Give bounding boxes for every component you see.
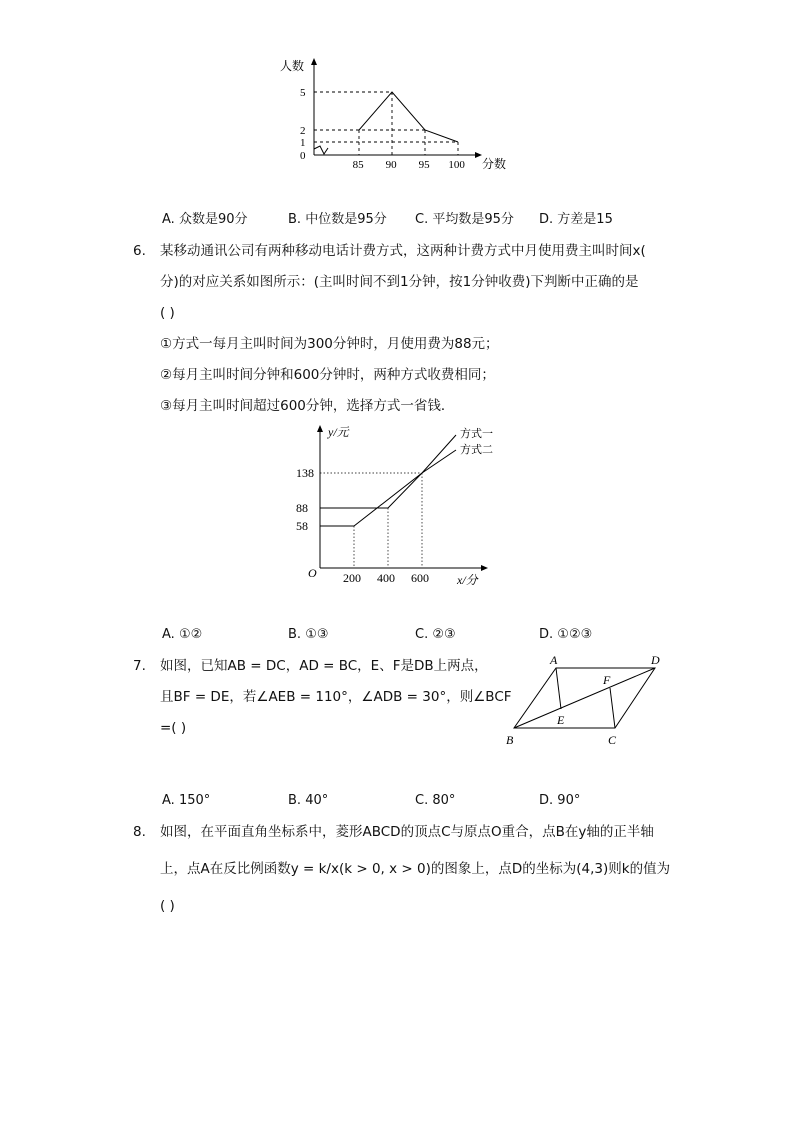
point-label-a: A	[550, 653, 558, 667]
q6-statement-3: ③每月主叫时间超过600分钟，选择方式一省钱．	[160, 398, 455, 414]
parallelogram-figure	[500, 652, 675, 752]
billing-chart	[290, 420, 520, 595]
x-tick-label: 90	[385, 159, 397, 171]
point-label-f: F	[603, 673, 611, 687]
x-tick-label: 200	[343, 571, 361, 585]
q6-line2: 分)的对应关系如图所示：(主叫时间不到1分钟，按1分钟收费)下判断中正确的是	[160, 274, 639, 290]
point-label-e: E	[557, 713, 565, 727]
q7-number: 7.	[133, 658, 146, 674]
y-axis-arrow	[317, 425, 323, 432]
q6-statement-1: ①方式一每月主叫时间为300分钟时，月使用费为88元；	[160, 336, 499, 352]
x-axis-arrow	[475, 152, 482, 158]
q5-option-a[interactable]: A. 众数是90分	[162, 212, 248, 227]
q5-option-c[interactable]: C. 平均数是95分	[415, 212, 514, 227]
q6-option-d[interactable]: D. ①②③	[539, 627, 593, 642]
y-tick-label: 58	[296, 519, 308, 533]
x-axis-label: 分数	[482, 157, 507, 171]
y-axis-label: 人数	[280, 59, 305, 73]
q8-line3: ( )	[160, 898, 175, 914]
y-tick-label: 88	[296, 501, 308, 515]
frequency-chart	[270, 50, 530, 175]
q8-line2: 上，点A在反比例函数y = k/x(k > 0, x > 0)的图象上，点D的坐标为(4,3)则k的值为	[160, 861, 671, 877]
q8-line1: 如图，在平面直角坐标系中，菱形ABCD的顶点C与原点O重合，点B在y轴的正半轴	[160, 824, 654, 840]
x-axis-label: x/分	[457, 573, 478, 587]
y-tick-label: 138	[296, 466, 314, 480]
y-tick-label: 2	[300, 125, 306, 137]
q6-option-a[interactable]: A. ①②	[162, 627, 203, 642]
y-axis-label: y/元	[328, 425, 349, 439]
origin-label: O	[308, 566, 317, 580]
x-axis-arrow	[481, 565, 488, 571]
q6-option-b[interactable]: B. ①③	[288, 627, 329, 642]
axis-break	[314, 146, 328, 154]
x-tick-label: 400	[377, 571, 395, 585]
q6-statement-2: ②每月主叫时间分钟和600分钟时，两种方式收费相同；	[160, 367, 495, 383]
q8-number: 8.	[133, 824, 146, 840]
y-axis-arrow	[311, 58, 317, 65]
q6-number: 6.	[133, 243, 146, 259]
y-tick-label: 0	[300, 150, 306, 162]
q5-option-b[interactable]: B. 中位数是95分	[288, 212, 387, 227]
q7-line2: 且BF = DE，若∠AEB = 110°，∠ADB = 30°，则∠BCF	[160, 689, 512, 705]
q6-line3: ( )	[160, 305, 175, 321]
q6-option-c[interactable]: C. ②③	[415, 627, 456, 642]
q5-option-d[interactable]: D. 方差是15	[539, 212, 613, 227]
x-tick-label: 85	[352, 159, 364, 171]
frequency-polyline	[359, 92, 458, 142]
legend-plan-1: 方式一	[460, 428, 493, 440]
q6-line1: 某移动通讯公司有两种移动电话计费方式，这两种计费方式中月使用费主叫时间x(	[160, 243, 646, 259]
x-tick-label: 600	[411, 571, 429, 585]
segment-cf	[610, 688, 615, 728]
y-tick-label: 1	[300, 137, 306, 149]
q7-option-d[interactable]: D. 90°	[539, 793, 581, 808]
x-tick-label: 95	[418, 159, 430, 171]
x-tick-label: 100	[448, 159, 465, 171]
point-label-d: D	[651, 653, 660, 667]
q7-line3: =( )	[160, 720, 187, 736]
y-tick-label: 5	[300, 87, 306, 99]
point-label-b: B	[506, 733, 514, 747]
q7-option-a[interactable]: A. 150°	[162, 793, 211, 808]
legend-plan-2: 方式二	[460, 444, 493, 456]
point-label-c: C	[608, 733, 617, 747]
segment-ae	[556, 668, 561, 709]
q7-option-b[interactable]: B. 40°	[288, 793, 329, 808]
q7-line1: 如图，已知AB = DC，AD = BC，E、F是DB上两点，	[160, 658, 488, 674]
q7-option-c[interactable]: C. 80°	[415, 793, 456, 808]
